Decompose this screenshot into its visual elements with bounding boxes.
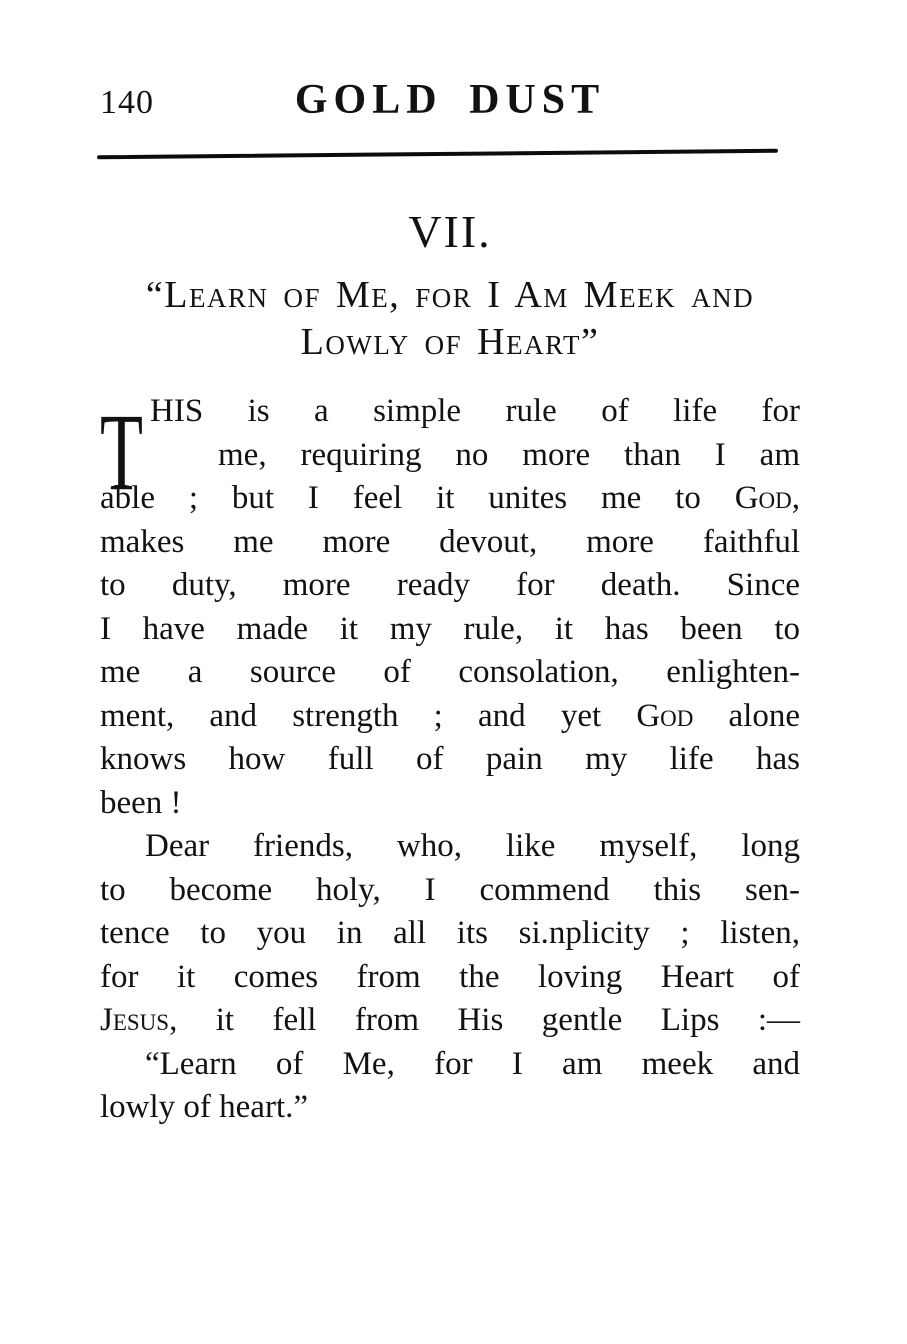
body-text-segment: me, requiring no more than I am [218, 436, 800, 473]
body-line [100, 782, 800, 826]
body-line [100, 999, 800, 1043]
body-line [100, 521, 800, 565]
running-title: GOLD DUST [294, 77, 606, 123]
body-line [100, 651, 800, 695]
body-text-segment: to duty, more ready for death. Since [100, 567, 800, 603]
small-caps-text: God [734, 480, 792, 516]
body-text-segment: able ; but I feel it unites me to [100, 480, 735, 516]
chapter-title-line-2: Lowly of Heart” [300, 321, 600, 363]
body-text-segment: Dear friends, who, like myself, long [145, 828, 800, 864]
body-line [100, 738, 800, 782]
small-caps-text: Jesus [100, 1002, 170, 1038]
body-text-segment: makes me more devout, more faithful [100, 523, 800, 560]
body-line [100, 564, 800, 608]
body-text-segment: , it fell from His gentle Lips :— [169, 1002, 800, 1038]
paragraph-1 [100, 390, 800, 825]
header-rule [97, 149, 778, 160]
drop-cap: T [100, 391, 144, 513]
body-line [100, 869, 800, 913]
body-text-segment: HIS is a simple rule of life for [150, 393, 800, 429]
paragraph-2 [100, 825, 800, 1043]
chapter-title-line-1: “Learn of Me, for I Am Meek and [145, 274, 755, 316]
body-text-segment: I have made it my rule, it has been to [100, 610, 800, 647]
body-text-segment: me a source of consolation, enlighten- [100, 654, 800, 690]
body-line [100, 608, 800, 652]
body-text-segment: “Learn of Me, for I am meek and [145, 1045, 800, 1082]
body-text-segment: lowly of heart.” [100, 1089, 309, 1125]
body-text-segment: tence to you in all its si.nplicity ; listen, [100, 915, 800, 951]
body-line [100, 695, 800, 739]
body-text-segment: knows how full of pain my life has [100, 741, 800, 777]
body-line [100, 956, 800, 1000]
body-line [100, 1043, 800, 1087]
body-line [100, 1086, 800, 1130]
body-text-segment: been ! [100, 784, 182, 821]
body-line [100, 434, 800, 478]
body-text-segment: ment, and strength ; and yet [100, 697, 637, 734]
small-caps-text: God [636, 697, 694, 734]
body-line [100, 825, 800, 869]
page-number: 140 [100, 84, 154, 121]
chapter-number: VII. [408, 206, 492, 257]
paragraph-3 [100, 1043, 800, 1130]
chapter-title [96, 272, 804, 366]
body-text-segment: , [791, 480, 800, 516]
body-line [100, 477, 800, 521]
body-line [100, 912, 800, 956]
page-body [100, 390, 800, 1130]
body-text-segment: alone [693, 697, 801, 734]
body-text-segment: to become holy, I commend this sen- [100, 871, 800, 908]
body-text-segment: for it comes from the loving Heart of [100, 958, 800, 995]
